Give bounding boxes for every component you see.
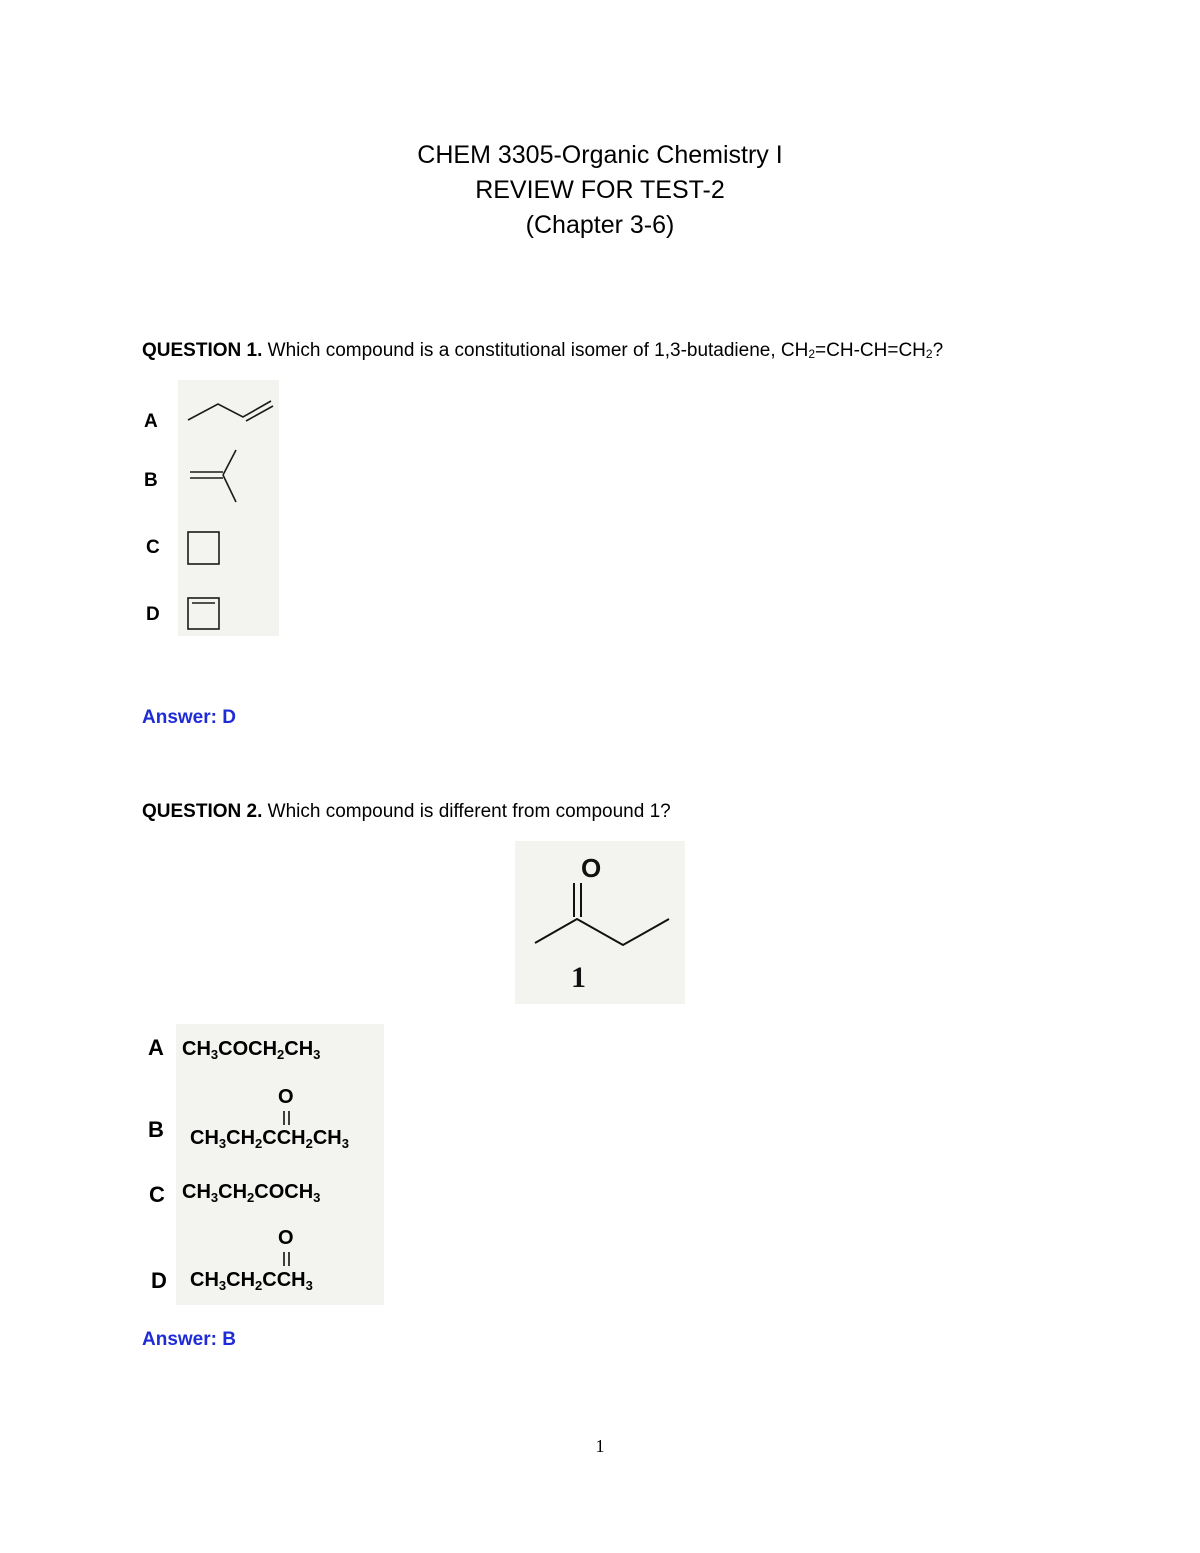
q1-option-a-label: A xyxy=(144,411,158,432)
q2-choice-d-double-bond xyxy=(280,1251,294,1267)
structure-methylpropene xyxy=(190,450,236,502)
q1-option-d-label: D xyxy=(146,604,160,625)
q2-option-c-label: C xyxy=(149,1182,165,1207)
q2-choice-b-double-bond xyxy=(280,1110,294,1126)
structure-cyclobutene xyxy=(188,598,219,629)
q2-choice-c-formula: $CH_3CH_2COCH_3$ xyxy=(182,1181,321,1205)
q2-option-a-label: A xyxy=(148,1035,164,1060)
q1-option-c-label: C xyxy=(146,537,160,558)
q2-option-d-label: D xyxy=(151,1268,167,1293)
question-1-label: QUESTION 1. xyxy=(142,340,263,361)
q1-option-b-label: B xyxy=(144,470,158,491)
doc-subtitle: REVIEW FOR TEST-2 xyxy=(475,176,725,204)
page-number: 1 xyxy=(595,1436,605,1456)
compound-1-label: 1 xyxy=(571,961,586,994)
compound-1-oxygen: O xyxy=(581,853,602,883)
q2-choice-a-formula: $CH_3COCH_2CH_3$ xyxy=(182,1038,321,1062)
question-1-text: QUESTION 1. Which compound is a constitutional isomer of 1,3-butadiene, $CH_2=CH-CH=CH_2$? xyxy=(142,340,944,361)
compound-1-structure xyxy=(515,841,685,1004)
q2-answer: Answer: B xyxy=(142,1329,236,1350)
question-2-label: QUESTION 2. xyxy=(142,801,263,822)
q1-answer: Answer: D xyxy=(142,707,236,728)
question-2-text: QUESTION 2. Which compound is different from compound 1? xyxy=(142,801,671,822)
q2-choice-b-formula: $CH_3CH_2CCH_2CH_3$ xyxy=(190,1127,349,1151)
q2-choice-d-formula: $CH_3CH_2CCH_3$ xyxy=(190,1269,313,1293)
doc-chapters: (Chapter 3-6) xyxy=(525,211,675,239)
q2-option-b-label: B xyxy=(148,1117,164,1142)
q2-choice-b-oxygen: O xyxy=(278,1086,294,1108)
doc-title: CHEM 3305-Organic Chemistry I xyxy=(417,141,783,169)
structure-cyclobutane xyxy=(188,532,219,564)
q1-structures-panel xyxy=(178,380,279,636)
q2-choice-d-oxygen: O xyxy=(278,1227,294,1249)
structure-1-butene xyxy=(188,401,273,421)
